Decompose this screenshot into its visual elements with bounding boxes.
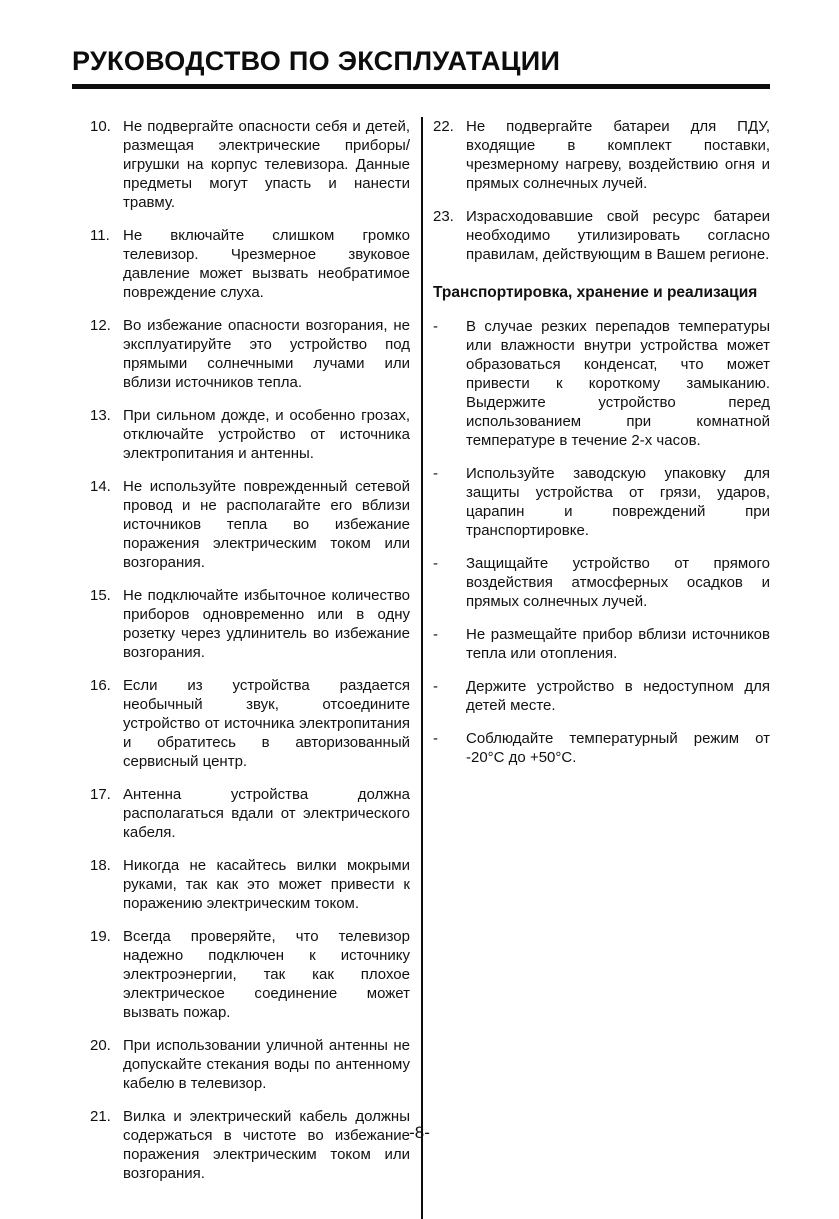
item-text: Вилка и электрический кабель должны содержаться в чистоте во избежание поражения электрическим током или возгорания. <box>123 1108 410 1182</box>
bullet-text: Не размещайте прибор вблизи источников тепла или отопления. <box>466 626 770 662</box>
bullet-marker: - <box>433 626 438 643</box>
list-item <box>90 785 410 842</box>
list-item <box>433 117 770 193</box>
list-item <box>90 316 410 392</box>
bullet-marker: - <box>433 678 438 695</box>
item-text: Не включайте слишком громко телевизор. Чрезмерное звуковое давление может вызвать необратимое повреждение слуха. <box>123 227 410 301</box>
item-number: 14. <box>90 478 111 495</box>
bullet-text: Соблюдайте температурный режим от -20°С до +50°С. <box>466 730 770 766</box>
page-title: РУКОВОДСТВО ПО ЭКСПЛУАТАЦИИ <box>72 46 561 76</box>
bullet-item <box>433 464 770 540</box>
list-item <box>90 117 410 212</box>
item-number: 15. <box>90 587 111 604</box>
item-number: 11. <box>90 227 110 244</box>
item-number: 12. <box>90 317 111 334</box>
list-item <box>90 1107 410 1183</box>
bullet-text: Держите устройство в недоступном для детей месте. <box>466 678 770 714</box>
item-number: 13. <box>90 407 111 424</box>
section-heading: Транспортировка, хранение и реализация <box>433 284 758 301</box>
bullet-marker: - <box>433 730 438 747</box>
page-number: -8- <box>409 1123 430 1142</box>
column-divider <box>421 117 423 1219</box>
item-text: Никогда не касайтесь вилки мокрыми руками, так как это может привести к поражению электрическим током. <box>123 857 410 912</box>
item-number: 20. <box>90 1037 111 1054</box>
list-item <box>433 207 770 264</box>
item-text: Антенна устройства должна располагаться вдали от электрического кабеля. <box>123 786 410 841</box>
item-text: Во избежание опасности возгорания, не эксплуатируйте это устройство под прямыми солнечными лучами или вблизи источников тепла. <box>123 317 410 391</box>
item-number: 19. <box>90 928 111 945</box>
right-column <box>433 117 770 1219</box>
item-number: 10. <box>90 118 111 135</box>
bullet-marker: - <box>433 465 438 482</box>
list-item <box>90 477 410 572</box>
item-text: Всегда проверяйте, что телевизор надежно подключен к источнику электроэнергии, так как плохое электрическое соединение может вызвать пожар. <box>123 928 410 1021</box>
item-number: 23. <box>433 208 454 225</box>
left-column <box>90 117 410 1219</box>
bullet-item <box>433 625 770 663</box>
item-text: Не подключайте избыточное количество приборов одновременно или в одну розетку через удлинитель во избежание возгорания. <box>123 587 410 661</box>
item-text: Если из устройства раздается необычный звук, отсоедините устройство от источника электропитания и обратитесь в авторизованный сервисный центр. <box>123 677 410 770</box>
item-number: 17. <box>90 786 111 803</box>
bullet-item <box>433 677 770 715</box>
item-text: Не подвергайте батареи для ПДУ, входящие в комплект поставки, чрезмерному нагреву, воздействию огня и прямых солнечных лучей. <box>466 118 770 192</box>
bullet-text: Защищайте устройство от прямого воздействия атмосферных осадков и прямых солнечных лучей. <box>466 555 770 610</box>
list-item <box>90 1036 410 1093</box>
bullet-text: В случае резких перепадов температуры или влажности внутри устройства может образоваться конденсат, что может привести к короткому замыканию. Выдержите устройство перед использованием при комнатной температуре в течение 2-х часов. <box>466 318 770 449</box>
list-item <box>90 406 410 463</box>
item-number: 21. <box>90 1108 111 1125</box>
bullet-marker: - <box>433 318 438 335</box>
item-text: Израсходовавшие свой ресурс батареи необходимо утилизировать согласно правилам, действующим в Вашем регионе. <box>466 208 770 263</box>
item-number: 22. <box>433 118 454 135</box>
two-column-layout <box>72 117 770 1219</box>
item-text: При использовании уличной антенны не допускайте стекания воды по антенному кабелю в телевизор. <box>123 1037 410 1092</box>
bullet-marker: - <box>433 555 438 572</box>
bullet-item <box>433 554 770 611</box>
list-item <box>90 856 410 913</box>
item-text: Не используйте поврежденный сетевой провод и не располагайте его вблизи источников тепла во избежание поражения электрическим током или возгорания. <box>123 478 410 571</box>
bullet-item <box>433 317 770 450</box>
item-text: При сильном дожде, и особенно грозах, отключайте устройство от источника электропитания и антенны. <box>123 407 410 462</box>
bullet-text: Используйте заводскую упаковку для защиты устройства от грязи, ударов, царапин и повреждений при транспортировке. <box>466 465 770 539</box>
item-text: Не подвергайте опасности себя и детей, размещая электрические приборы/игрушки на корпус телевизора. Данные предметы могут упасть и нанести травму. <box>123 118 410 211</box>
list-item <box>90 226 410 302</box>
bullet-item <box>433 729 770 767</box>
item-number: 18. <box>90 857 111 874</box>
title-rule <box>72 84 770 89</box>
list-item <box>90 586 410 662</box>
list-item <box>90 676 410 771</box>
list-item <box>90 927 410 1022</box>
item-number: 16. <box>90 677 111 694</box>
